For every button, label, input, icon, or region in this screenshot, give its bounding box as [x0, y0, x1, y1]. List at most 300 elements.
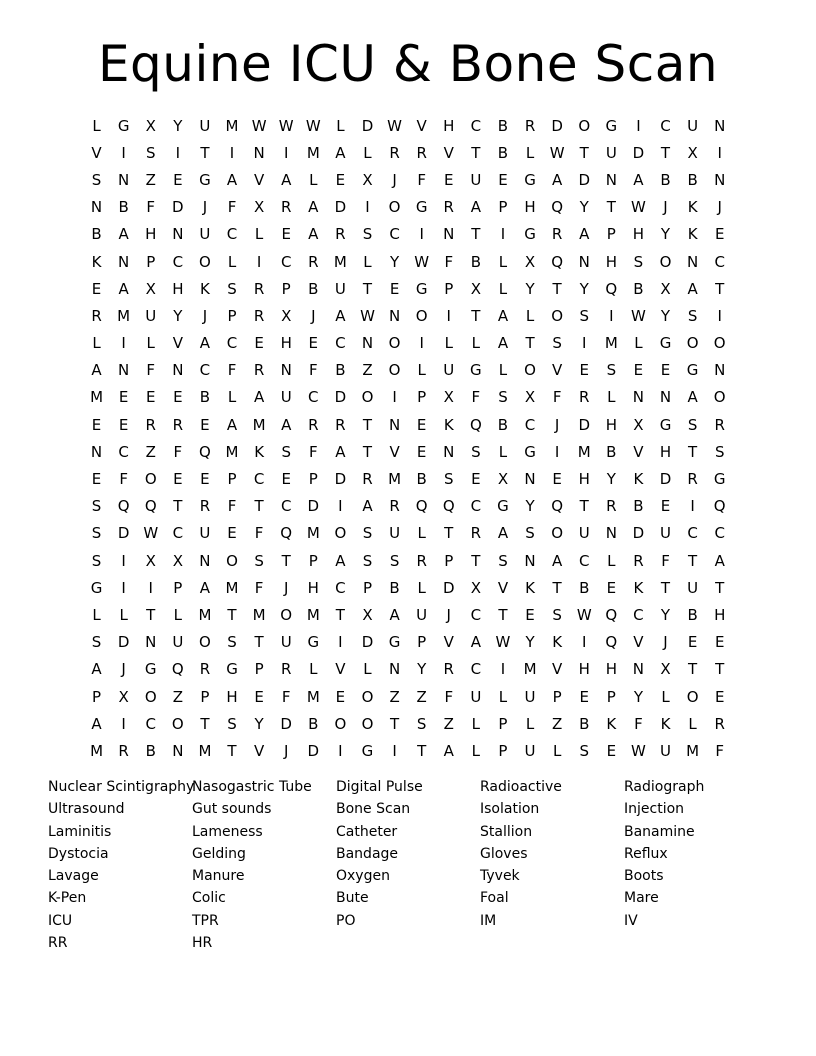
grid-letter[interactable]: K [254, 442, 265, 461]
grid-letter[interactable]: D [361, 116, 374, 135]
grid-letter[interactable]: N [172, 361, 184, 380]
grid-letter[interactable]: U [334, 279, 346, 298]
grid-letter[interactable]: P [498, 741, 508, 760]
grid-letter[interactable]: P [362, 578, 372, 597]
grid-letter[interactable]: W [576, 605, 592, 624]
grid-letter[interactable]: G [388, 633, 401, 652]
grid-letter[interactable]: W [278, 116, 294, 135]
grid-letter[interactable]: S [714, 442, 725, 461]
grid-letter[interactable]: T [173, 497, 183, 516]
grid-letter[interactable]: H [632, 225, 645, 244]
grid-letter[interactable]: C [470, 605, 482, 624]
grid-letter[interactable]: W [495, 633, 511, 652]
grid-letter[interactable]: D [361, 633, 374, 652]
grid-letter[interactable]: W [631, 198, 646, 217]
grid-letter[interactable]: B [199, 388, 211, 407]
grid-letter[interactable]: M [333, 252, 347, 271]
grid-letter[interactable]: K [660, 714, 671, 733]
grid-letter[interactable]: K [687, 198, 698, 217]
grid-letter[interactable]: N [361, 334, 374, 353]
grid-letter[interactable]: S [91, 170, 102, 189]
grid-letter[interactable]: N [714, 170, 726, 189]
grid-letter[interactable]: C [660, 116, 671, 135]
grid-letter[interactable]: N [686, 252, 699, 271]
grid-letter[interactable]: N [632, 388, 645, 407]
grid-letter[interactable]: B [497, 143, 509, 162]
grid-letter[interactable]: G [686, 361, 699, 380]
grid-letter[interactable]: E [714, 633, 725, 652]
grid-letter[interactable]: R [335, 415, 346, 434]
grid-letter[interactable]: E [335, 687, 346, 706]
grid-letter[interactable]: O [713, 388, 726, 407]
grid-letter[interactable]: T [254, 497, 264, 516]
grid-letter[interactable]: A [226, 170, 238, 189]
grid-letter[interactable]: X [497, 470, 509, 489]
grid-letter[interactable]: U [605, 143, 617, 162]
grid-letter[interactable]: N [118, 361, 130, 380]
grid-letter[interactable]: T [362, 279, 373, 298]
grid-letter[interactable]: K [606, 714, 617, 733]
grid-letter[interactable]: Y [660, 605, 671, 624]
grid-letter[interactable]: S [227, 714, 237, 733]
grid-letter[interactable]: M [198, 605, 212, 624]
grid-letter[interactable]: H [145, 225, 157, 244]
grid-letter[interactable]: A [443, 741, 454, 760]
grid-letter[interactable]: A [552, 170, 563, 189]
grid-letter[interactable]: A [91, 714, 102, 733]
grid-letter[interactable]: X [470, 279, 481, 298]
grid-letter[interactable]: P [281, 279, 291, 298]
grid-letter[interactable]: E [687, 633, 698, 652]
grid-letter[interactable]: Y [660, 306, 671, 325]
grid-letter[interactable]: N [253, 143, 265, 162]
grid-letter[interactable]: O [199, 633, 211, 652]
grid-letter[interactable]: R [416, 551, 427, 570]
grid-letter[interactable]: I [609, 306, 614, 325]
grid-letter[interactable]: S [579, 741, 589, 760]
grid-letter[interactable]: M [90, 741, 104, 760]
grid-letter[interactable]: N [172, 741, 184, 760]
grid-letter[interactable]: H [226, 687, 238, 706]
grid-letter[interactable]: D [551, 116, 563, 135]
grid-letter[interactable]: A [335, 442, 346, 461]
grid-letter[interactable]: R [91, 306, 102, 325]
grid-letter[interactable]: M [117, 306, 131, 325]
grid-letter[interactable]: Y [633, 687, 643, 706]
grid-letter[interactable]: J [446, 605, 451, 624]
grid-letter[interactable]: I [392, 388, 397, 407]
grid-letter[interactable]: C [280, 497, 292, 516]
grid-letter[interactable]: D [334, 198, 347, 217]
grid-letter[interactable]: O [713, 334, 726, 353]
grid-letter[interactable]: M [577, 442, 591, 461]
grid-letter[interactable]: X [660, 660, 671, 679]
grid-letter[interactable]: G [144, 660, 157, 679]
grid-letter[interactable]: A [335, 143, 346, 162]
grid-letter[interactable]: X [687, 143, 698, 162]
grid-letter[interactable]: Q [117, 497, 130, 516]
grid-letter[interactable]: I [338, 741, 343, 760]
grid-letter[interactable]: T [471, 306, 481, 325]
grid-letter[interactable]: I [717, 143, 722, 162]
grid-letter[interactable]: E [498, 170, 508, 189]
grid-letter[interactable]: X [524, 252, 536, 271]
grid-letter[interactable]: R [172, 415, 184, 434]
grid-letter[interactable]: T [606, 198, 616, 217]
grid-letter[interactable]: L [146, 334, 155, 353]
grid-letter[interactable]: L [417, 578, 426, 597]
grid-letter[interactable]: A [687, 279, 698, 298]
grid-letter[interactable]: E [173, 470, 183, 489]
grid-letter[interactable]: U [578, 524, 590, 543]
grid-letter[interactable]: R [389, 143, 400, 162]
grid-letter[interactable]: X [281, 306, 292, 325]
grid-letter[interactable]: N [524, 551, 536, 570]
grid-letter[interactable]: I [500, 660, 506, 679]
grid-letter[interactable]: F [254, 524, 264, 543]
grid-letter[interactable]: E [200, 470, 210, 489]
grid-letter[interactable]: O [361, 687, 374, 706]
grid-letter[interactable]: B [606, 442, 617, 461]
grid-letter[interactable]: S [254, 551, 264, 570]
grid-letter[interactable]: G [415, 279, 428, 298]
grid-letter[interactable]: I [121, 143, 126, 162]
grid-letter[interactable]: C [687, 524, 698, 543]
grid-letter[interactable]: B [335, 361, 346, 380]
grid-letter[interactable]: O [388, 361, 401, 380]
grid-letter[interactable]: I [175, 143, 181, 162]
grid-letter[interactable]: N [145, 633, 157, 652]
grid-letter[interactable]: T [660, 143, 671, 162]
grid-letter[interactable]: I [256, 252, 262, 271]
grid-letter[interactable]: L [498, 687, 508, 706]
grid-letter[interactable]: W [414, 252, 430, 271]
grid-letter[interactable]: A [118, 279, 129, 298]
grid-letter[interactable]: M [686, 741, 700, 760]
grid-letter[interactable]: A [497, 524, 509, 543]
grid-letter[interactable]: U [280, 633, 292, 652]
grid-letter[interactable]: Y [173, 306, 183, 325]
grid-letter[interactable]: G [497, 497, 509, 516]
grid-letter[interactable]: C [308, 388, 319, 407]
grid-letter[interactable]: D [117, 633, 130, 652]
grid-letter[interactable]: S [606, 361, 617, 380]
grid-letter[interactable]: I [582, 633, 587, 652]
grid-letter[interactable]: F [444, 687, 454, 706]
grid-letter[interactable]: P [227, 306, 237, 325]
grid-letter[interactable]: S [227, 633, 237, 652]
grid-letter[interactable]: T [552, 279, 562, 298]
grid-letter[interactable]: G [659, 334, 672, 353]
grid-letter[interactable]: B [579, 578, 590, 597]
grid-letter[interactable]: V [91, 143, 102, 162]
grid-letter[interactable]: C [470, 497, 482, 516]
grid-letter[interactable]: E [579, 687, 589, 706]
grid-letter[interactable]: F [308, 361, 318, 380]
grid-letter[interactable]: G [361, 741, 374, 760]
grid-letter[interactable]: V [633, 442, 644, 461]
grid-letter[interactable]: V [253, 741, 265, 760]
grid-letter[interactable]: Y [417, 660, 427, 679]
grid-letter[interactable]: E [606, 741, 617, 760]
grid-letter[interactable]: T [579, 143, 589, 162]
grid-letter[interactable]: U [660, 524, 671, 543]
grid-letter[interactable]: T [146, 605, 156, 624]
grid-letter[interactable]: H [172, 279, 184, 298]
grid-letter[interactable]: H [280, 334, 292, 353]
grid-letter[interactable]: O [659, 252, 672, 271]
grid-letter[interactable]: P [200, 687, 210, 706]
grid-letter[interactable]: Y [254, 714, 264, 733]
grid-letter[interactable]: A [91, 361, 102, 380]
grid-letter[interactable]: Z [416, 687, 427, 706]
grid-letter[interactable]: O [226, 551, 238, 570]
grid-letter[interactable]: M [225, 442, 239, 461]
grid-letter[interactable]: Y [660, 225, 671, 244]
grid-letter[interactable]: L [336, 116, 345, 135]
grid-letter[interactable]: I [365, 198, 370, 217]
grid-letter[interactable]: H [443, 116, 455, 135]
grid-letter[interactable]: J [283, 741, 289, 760]
grid-letter[interactable]: X [172, 551, 183, 570]
grid-letter[interactable]: S [525, 524, 535, 543]
grid-letter[interactable]: S [145, 143, 156, 162]
grid-letter[interactable]: E [416, 442, 427, 461]
grid-letter[interactable]: I [419, 334, 424, 353]
grid-letter[interactable]: N [632, 660, 645, 679]
grid-letter[interactable]: V [172, 334, 183, 353]
grid-letter[interactable]: W [251, 116, 267, 135]
grid-letter[interactable]: E [281, 470, 291, 489]
grid-letter[interactable]: O [361, 714, 374, 733]
grid-letter[interactable]: U [687, 116, 699, 135]
grid-letter[interactable]: M [225, 116, 239, 135]
grid-letter[interactable]: H [578, 660, 590, 679]
grid-letter[interactable]: T [227, 741, 237, 760]
grid-letter[interactable]: G [307, 633, 320, 652]
grid-letter[interactable]: W [143, 524, 159, 543]
grid-letter[interactable]: N [524, 470, 536, 489]
grid-letter[interactable]: R [199, 660, 211, 679]
grid-letter[interactable]: F [661, 551, 670, 570]
grid-letter[interactable]: G [199, 170, 211, 189]
grid-letter[interactable]: V [389, 442, 400, 461]
grid-letter[interactable]: R [579, 388, 590, 407]
grid-letter[interactable]: G [117, 116, 130, 135]
grid-letter[interactable]: B [308, 714, 319, 733]
grid-letter[interactable]: L [363, 143, 372, 162]
grid-letter[interactable]: E [91, 279, 102, 298]
grid-letter[interactable]: K [91, 252, 102, 271]
grid-letter[interactable]: M [252, 605, 266, 624]
grid-letter[interactable]: T [715, 279, 725, 298]
grid-letter[interactable]: X [470, 578, 481, 597]
grid-letter[interactable]: B [633, 279, 644, 298]
grid-letter[interactable]: G [713, 470, 726, 489]
grid-letter[interactable]: I [446, 306, 451, 325]
grid-letter[interactable]: S [362, 524, 373, 543]
grid-letter[interactable]: P [498, 198, 508, 217]
grid-letter[interactable]: E [118, 388, 129, 407]
grid-letter[interactable]: A [91, 660, 102, 679]
grid-letter[interactable]: O [199, 252, 211, 271]
grid-letter[interactable]: B [497, 415, 509, 434]
grid-letter[interactable]: E [145, 388, 156, 407]
grid-letter[interactable]: T [715, 578, 725, 597]
grid-letter[interactable]: P [308, 551, 318, 570]
grid-letter[interactable]: Z [362, 361, 373, 380]
grid-letter[interactable]: C [226, 334, 238, 353]
grid-letter[interactable]: G [415, 198, 428, 217]
grid-letter[interactable]: N [714, 361, 726, 380]
grid-letter[interactable]: G [226, 660, 238, 679]
grid-letter[interactable]: I [338, 497, 343, 516]
grid-letter[interactable]: S [579, 306, 589, 325]
grid-letter[interactable]: F [417, 170, 426, 189]
grid-letter[interactable]: C [524, 415, 536, 434]
grid-letter[interactable]: O [578, 116, 591, 135]
grid-letter[interactable]: X [145, 116, 156, 135]
grid-letter[interactable]: L [471, 334, 481, 353]
grid-letter[interactable]: D [632, 524, 645, 543]
grid-letter[interactable]: N [280, 361, 292, 380]
grid-letter[interactable]: G [605, 116, 618, 135]
grid-letter[interactable]: L [525, 714, 535, 733]
grid-letter[interactable]: L [417, 361, 426, 380]
grid-letter[interactable]: E [660, 361, 671, 380]
grid-letter[interactable]: R [443, 198, 454, 217]
grid-letter[interactable]: C [172, 252, 184, 271]
grid-letter[interactable]: O [388, 198, 401, 217]
grid-letter[interactable]: I [582, 334, 587, 353]
grid-letter[interactable]: V [497, 578, 509, 597]
grid-letter[interactable]: J [663, 198, 668, 217]
grid-letter[interactable]: I [636, 116, 641, 135]
grid-letter[interactable]: C [280, 252, 292, 271]
grid-letter[interactable]: E [579, 361, 589, 380]
grid-letter[interactable]: R [118, 741, 129, 760]
grid-letter[interactable]: C [335, 334, 346, 353]
grid-letter[interactable]: U [199, 116, 211, 135]
grid-letter[interactable]: Q [551, 198, 564, 217]
grid-letter[interactable]: F [227, 198, 237, 217]
grid-letter[interactable]: C [199, 361, 211, 380]
grid-letter[interactable]: T [660, 578, 671, 597]
grid-letter[interactable]: W [631, 306, 646, 325]
grid-letter[interactable]: R [308, 415, 319, 434]
grid-letter[interactable]: B [660, 170, 671, 189]
grid-letter[interactable]: T [471, 551, 481, 570]
grid-letter[interactable]: N [443, 225, 455, 244]
grid-letter[interactable]: H [714, 605, 726, 624]
grid-letter[interactable]: Q [280, 524, 293, 543]
grid-letter[interactable]: U [199, 524, 211, 543]
grid-letter[interactable]: A [281, 415, 292, 434]
grid-letter[interactable]: F [634, 714, 643, 733]
grid-letter[interactable]: W [549, 143, 565, 162]
grid-letter[interactable]: L [661, 687, 670, 706]
grid-letter[interactable]: A [308, 198, 319, 217]
grid-letter[interactable]: P [606, 225, 616, 244]
grid-letter[interactable]: Q [605, 279, 618, 298]
grid-letter[interactable]: Y [389, 252, 400, 271]
grid-letter[interactable]: C [470, 660, 482, 679]
grid-letter[interactable]: S [227, 279, 237, 298]
grid-letter[interactable]: L [444, 334, 453, 353]
grid-letter[interactable]: P [498, 714, 508, 733]
grid-letter[interactable]: E [471, 470, 481, 489]
grid-letter[interactable]: U [280, 388, 292, 407]
grid-letter[interactable]: X [362, 605, 373, 624]
grid-letter[interactable]: L [309, 170, 318, 189]
grid-letter[interactable]: E [633, 361, 644, 380]
grid-letter[interactable]: L [607, 388, 616, 407]
grid-letter[interactable]: R [470, 524, 482, 543]
grid-letter[interactable]: R [280, 198, 292, 217]
grid-letter[interactable]: B [470, 252, 481, 271]
grid-letter[interactable]: A [497, 306, 509, 325]
grid-letter[interactable]: O [551, 306, 564, 325]
grid-letter[interactable]: A [308, 225, 319, 244]
grid-letter[interactable]: O [388, 334, 401, 353]
grid-letter[interactable]: I [690, 497, 695, 516]
grid-letter[interactable]: E [254, 687, 264, 706]
grid-letter[interactable]: Y [525, 633, 535, 652]
grid-letter[interactable]: M [252, 415, 266, 434]
grid-letter[interactable]: A [118, 225, 129, 244]
grid-letter[interactable]: S [687, 306, 698, 325]
grid-letter[interactable]: D [307, 497, 320, 516]
grid-letter[interactable]: C [470, 116, 482, 135]
grid-letter[interactable]: A [714, 551, 725, 570]
grid-letter[interactable]: T [498, 605, 508, 624]
grid-letter[interactable]: M [225, 578, 239, 597]
grid-letter[interactable]: L [471, 741, 481, 760]
grid-letter[interactable]: W [360, 306, 375, 325]
grid-letter[interactable]: R [253, 279, 265, 298]
grid-letter[interactable]: R [253, 306, 265, 325]
grid-letter[interactable]: U [687, 578, 699, 597]
grid-letter[interactable]: P [417, 633, 427, 652]
grid-letter[interactable]: X [660, 279, 671, 298]
grid-letter[interactable]: K [633, 470, 644, 489]
grid-letter[interactable]: A [633, 170, 644, 189]
grid-letter[interactable]: M [306, 605, 320, 624]
grid-letter[interactable]: I [338, 633, 343, 652]
grid-letter[interactable]: T [335, 605, 345, 624]
grid-letter[interactable]: E [281, 225, 291, 244]
grid-letter[interactable]: L [607, 551, 616, 570]
grid-letter[interactable]: G [659, 415, 672, 434]
grid-letter[interactable]: C [335, 578, 346, 597]
grid-letter[interactable]: E [444, 170, 454, 189]
grid-letter[interactable]: Y [579, 198, 589, 217]
grid-letter[interactable]: R [308, 252, 319, 271]
grid-letter[interactable]: G [90, 578, 103, 597]
grid-letter[interactable]: X [253, 198, 265, 217]
grid-letter[interactable]: L [498, 252, 508, 271]
grid-letter[interactable]: O [551, 524, 564, 543]
grid-letter[interactable]: T [688, 442, 698, 461]
grid-letter[interactable]: L [92, 334, 101, 353]
grid-letter[interactable]: A [199, 578, 211, 597]
grid-letter[interactable]: T [200, 714, 210, 733]
grid-letter[interactable]: O [334, 524, 347, 543]
grid-letter[interactable]: B [308, 279, 319, 298]
grid-letter[interactable]: T [715, 660, 725, 679]
grid-letter[interactable]: M [388, 470, 402, 489]
grid-letter[interactable]: A [470, 198, 481, 217]
